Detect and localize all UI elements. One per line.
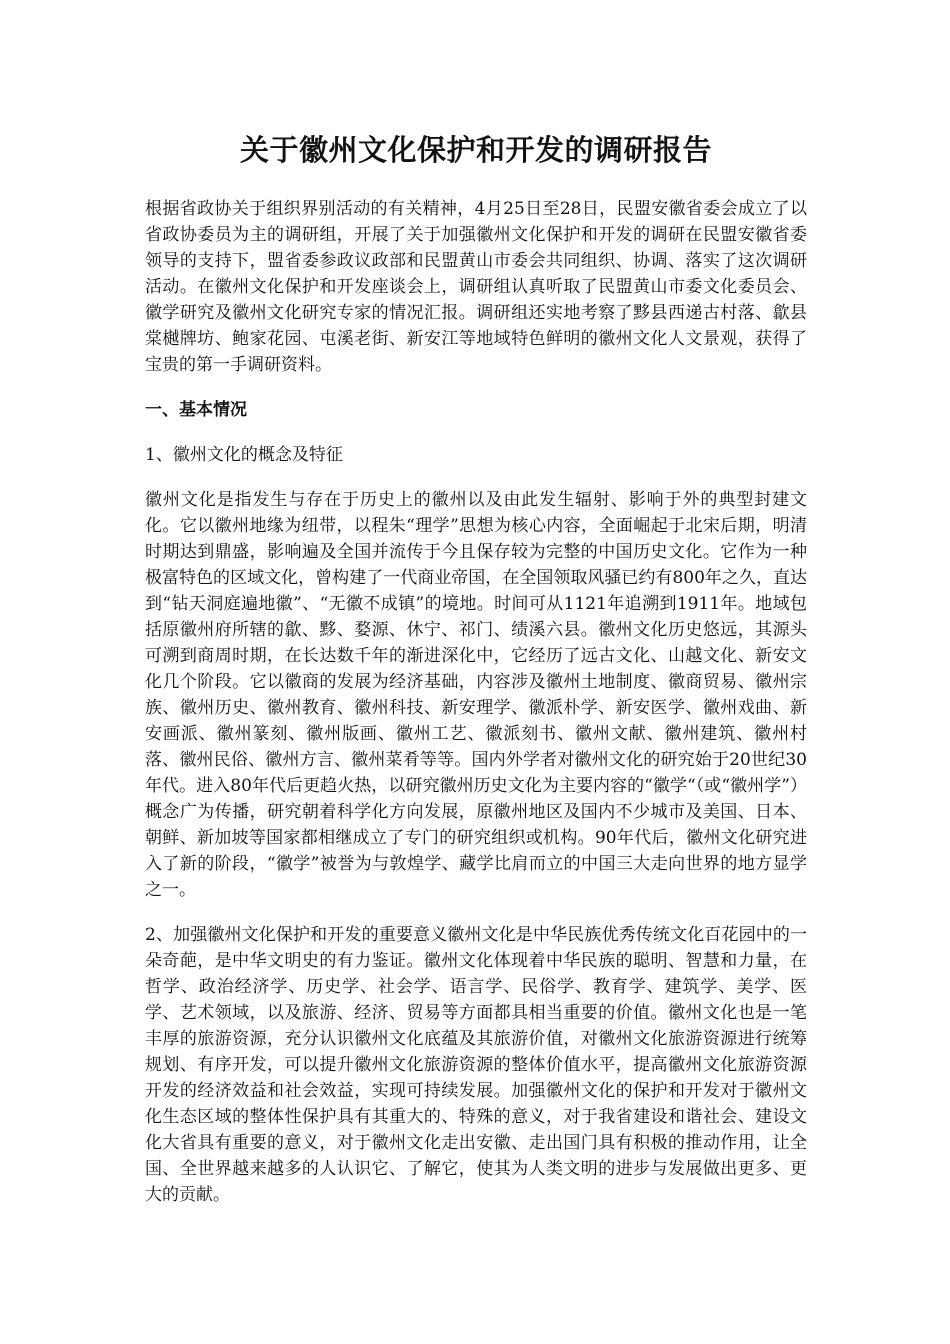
document-title: 关于徽州文化保护和开发的调研报告 — [239, 133, 712, 167]
subsection-heading-concept: 1、徽州文化的概念及特征 — [145, 445, 343, 465]
significance-paragraph: 2、加强徽州文化保护和开发的重要意义徽州文化是中华民族优秀传统文化百花园中的一朵奇葩，是中华文明史的有力鉴证。徽州文化体现着中华民族的聪明、智慧和力量，在哲学、政治经济学、历史学、社会学、语言学、民俗学、教育学、建筑学、美学、医学、艺术领域，以及旅游、经济、贸易等方面都具相当重要的价值。徽州文化也是一笔丰厚的旅游资源，充分认识徽州文化底蕴及其旅游价值，对徽州文化旅游资源进行统筹规划、有序开发，可以提升徽州文化旅游资源的整体价值水平，提高徽州文化旅游资源开发的经济效益和社会效益，实现可持续发展。加强徽州文化的保护和开发对于徽州文化生态区域的整体性保护具有其重大的、特殊的意义，对于我省建设和谐社会、建设文化大省具有重要的意义，对于徽州文化走出安徽、走出国门具有积极的推动作用，让全国、全世界越来越多的人认识它、了解它，使其为人类文明的进步与发展做出更多、更大的贡献。 — [145, 925, 807, 1205]
section-heading-basic-situation: 一、基本情况 — [145, 400, 247, 420]
intro-paragraph: 根据省政协关于组织界别活动的有关精神，4月25日至28日，民盟安徽省委会成立了以省政协委员为主的调研组，开展了关于加强徽州文化保护和开发的调研在民盟安徽省委领导的支持下，盟省委参政议政部和民盟黄山市委会共同组织、协调、落实了这次调研活动。在徽州文化保护和开发座谈会上，调研组认真听取了民盟黄山市委文化委员会、徽学研究及徽州文化研究专家的情况汇报。调研组还实地考察了黟县西递古村落、歙县棠樾牌坊、鲍家花园、屯溪老街、新安江等地域特色鲜明的徽州文化人文景观，获得了宝贵的第一手调研资料。 — [145, 199, 807, 375]
document-page — [145, 0, 807, 1208]
concept-paragraph: 徽州文化是指发生与存在于历史上的徽州以及由此发生辐射、影响于外的典型封建文化。它以徽州地缘为纽带，以程朱“理学”思想为核心内容，全面崛起于北宋后期，明清时期达到鼎盛，影响遍及全国并流传于今且保存较为完整的中国历史文化。它作为一种极富特色的区域文化，曾构建了一代商业帝国，在全国领取风骚已约有800年之久，直达到“钻天洞庭遍地徽”、“无徽不成镇”的境地。时间可从1121年追溯到1911年。地域包括原徽州府所辖的歙、黟、婺源、休宁、祁门、绩溪六县。徽州文化历史悠远，其源头可溯到商周时期，在长达数千年的渐进深化中，它经历了远古文化、山越文化、新安文化几个阶段。它以徽商的发展为经济基础，内容涉及徽州土地制度、徽商贸易、徽州宗族、徽州历史、徽州教育、徽州科技、新安理学、徽派朴学、新安医学、徽州戏曲、新安画派、徽州篆刻、徽州版画、徽州工艺、徽派刻书、徽州文献、徽州建筑、徽州村落、徽州民俗、徽州方言、徽州菜肴等等。国内外学者对徽州文化的研究始于20世纪30年代。进入80年代后更趋火热，以研究徽州历史文化为主要内容的“徽学“（或“徽州学”）概念广为传播，研究朝着科学化方向发展，原徽州地区及国内不少城市及美国、日本、朝鲜、新加坡等国家都相继成立了专门的研究组织或机构。90年代后，徽州文化研究进入了新的阶段，“徽学”被誉为与敦煌学、藏学比肩而立的中国三大走向世界的地方显学之一。 — [145, 490, 807, 900]
